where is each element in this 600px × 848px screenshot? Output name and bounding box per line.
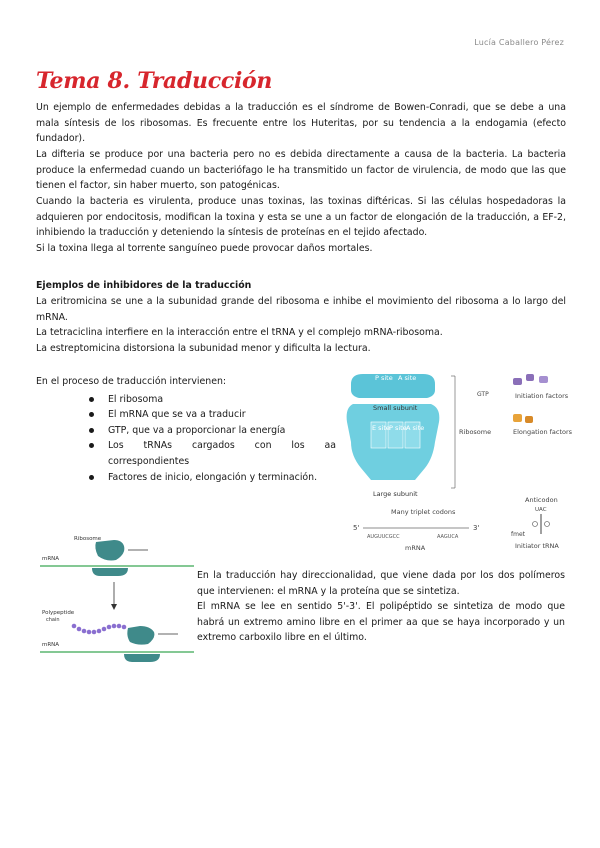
initiation-factor-shape: [513, 378, 522, 385]
mrna2-label: mRNA: [42, 642, 60, 648]
elongation-factors-label: Elongation factors: [513, 428, 573, 436]
fmet-label: fmet: [511, 531, 526, 538]
intro-paragraph-4: Si la toxina llega al torrente sanguíneo puede provocar daños mortales.: [36, 243, 373, 254]
small-subunit-shape: [351, 374, 435, 398]
polypeptide-chain: [72, 624, 127, 635]
ribosome-top-shape: [95, 540, 124, 561]
inhibitors-heading: Ejemplos de inhibidores de la traducción: [36, 280, 252, 291]
a-site2-label: A site: [406, 424, 425, 432]
inhibitors-paragraph-3: La estreptomicina distorsiona la subunidad menor y dificulta la lectura.: [36, 343, 371, 354]
bullet-icon: [89, 428, 94, 433]
list-item: Los tRNAs cargados con los aa correspondientes: [108, 438, 336, 469]
p-site-label: P site: [375, 374, 393, 382]
list-item: Factores de inicio, elongación y terminación.: [108, 470, 336, 486]
mrna-seq-left: AUGUUCGCC: [367, 534, 400, 540]
three-prime-label: 3': [473, 524, 480, 532]
gtp-label: GTP: [477, 391, 489, 398]
anticodon-label: Anticodon: [525, 496, 558, 504]
bullet-icon: [89, 412, 94, 417]
bullet-icon: [89, 475, 94, 480]
a-site-label: A site: [398, 374, 417, 382]
anticodon-seq: UAC: [535, 507, 547, 513]
many-triplet-codons-label: Many triplet codons: [391, 508, 456, 516]
large-subunit-label: Large subunit: [373, 490, 418, 498]
five-prime-label: 5': [353, 524, 360, 532]
initiator-trna-label: Initiator tRNA: [515, 542, 559, 550]
direction-paragraph-1: En la traducción hay direccionalidad, que viene dada por los dos polímeros que intervienen: el mRNA y la proteína que se sintetiza.: [197, 570, 565, 597]
direction-paragraph-2: El mRNA se lee en sentido 5'-3'. El polipéptido se sintetiza de modo que habrá un extremo amino libre en el primer aa que se haya incorporado y un extremo carboxilo libre en el último.: [197, 601, 565, 644]
list-item: El mRNA que se va a traducir: [108, 407, 336, 423]
page-title: Tema 8. Traducción: [36, 68, 273, 94]
intro-paragraph-3: Cuando la bacteria es virulenta, produce unas toxinas, las toxinas diftéricas. Si las células hospedadoras la adquieren por endocitosis, modifican la toxina y esta se une a un factor de elongación de la traducción, a EF-2, inhibiendo la traducción y deteniendo la síntesis de proteínas en el tejido afectado.: [36, 196, 566, 239]
initiation-factor-shape: [526, 374, 534, 381]
mrna-seq-right: AAGUCA: [437, 534, 459, 540]
mrna-label: mRNA: [405, 544, 426, 552]
list-item: El ribosoma: [108, 392, 336, 408]
mrna-label: mRNA: [42, 556, 60, 562]
p-site2-label: P site: [389, 424, 407, 432]
process-list: [36, 374, 336, 485]
ribosome-bottom-shape-2: [124, 654, 160, 662]
ribosome-components-figure: [345, 368, 585, 553]
inhibitors-paragraph-2: La tetraciclina interfiere en la interacción entre el tRNA y el complejo mRNA-ribosoma.: [36, 327, 443, 338]
author-name: Lucía Caballero Pérez: [474, 38, 564, 47]
ribosome-label: Ribosome: [459, 428, 492, 436]
intro-paragraph-2: La difteria se produce por una bacteria pero no es debida directamente a causa de la bacteria. La bacteria produce la enfermedad cuando un bacteriófago le ha transmitido un factor de virulencia, de modo que las que tienen el factor, sin haber muerto, son patogénicas.: [36, 149, 566, 192]
translation-direction-figure: [36, 528, 196, 668]
bullet-icon: [89, 397, 94, 402]
polypeptide-label: Polypeptide: [42, 610, 75, 616]
e-site-label: E site: [372, 424, 390, 432]
initiation-factors-label: Initiation factors: [515, 392, 569, 400]
process-intro: En el proceso de traducción intervienen:: [36, 376, 227, 387]
elongation-factor-shape: [525, 416, 533, 423]
initiation-factor-shape: [539, 376, 548, 383]
list-item: GTP, que va a proporcionar la energía: [108, 423, 336, 439]
bullet-icon: [89, 443, 94, 448]
elongation-factor-shape: [513, 414, 522, 422]
inhibitors-paragraph-1: La eritromicina se une a la subunidad grande del ribosoma e inhibe el movimiento del ribosoma a lo largo del mRNA.: [36, 296, 566, 323]
ribosome-bottom-shape: [92, 568, 128, 576]
small-subunit-label: Small subunit: [373, 404, 418, 412]
chain-label: chain: [46, 617, 60, 623]
ribosome-label: Ribosome: [74, 536, 102, 542]
intro-paragraph-1: Un ejemplo de enfermedades debidas a la traducción es el síndrome de Bowen-Conradi, que se debe a una mala síntesis de los ribosomas. Es frecuente entre los Huteritas, por su tendencia a la endogamia (efecto fundador).: [36, 102, 566, 145]
ribosome-top-shape-2: [127, 626, 154, 645]
